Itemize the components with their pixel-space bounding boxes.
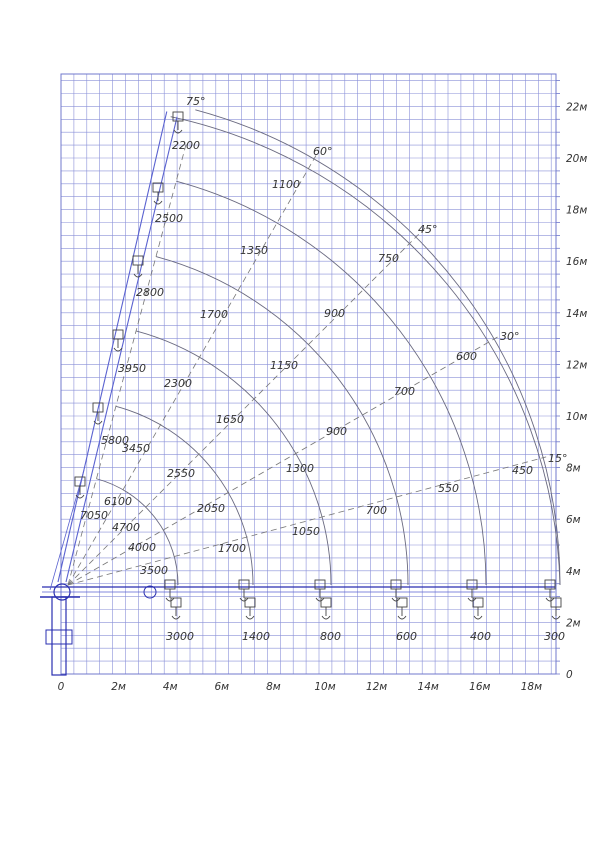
load-label: 900 xyxy=(326,425,347,438)
load-label: 3950 xyxy=(118,362,146,375)
hook xyxy=(172,616,180,619)
load-label: 1700 xyxy=(200,308,228,321)
angle-label: 60° xyxy=(313,145,333,158)
y-tick-label: 8м xyxy=(566,462,581,475)
y-tick-label: 20м xyxy=(566,153,588,165)
hook xyxy=(174,130,182,133)
hook-body xyxy=(391,580,401,589)
x-tick-label: 4м xyxy=(162,681,178,693)
load-label: 5800 xyxy=(101,434,129,447)
x-tick-label: 14м xyxy=(417,681,439,693)
hook-block xyxy=(245,598,255,619)
load-label: 1300 xyxy=(286,462,314,475)
hook xyxy=(246,616,254,619)
hook-body xyxy=(315,580,325,589)
hook-block xyxy=(321,598,331,619)
load-label: 700 xyxy=(366,504,387,517)
load-label: 6100 xyxy=(104,495,132,508)
x-tick-label: 12м xyxy=(365,681,388,693)
load-label: 600 xyxy=(396,630,417,643)
hook xyxy=(134,274,142,277)
load-label: 1400 xyxy=(242,630,270,643)
y-tick-label: 10м xyxy=(566,411,588,423)
crane-drawing xyxy=(40,112,561,675)
load-label: 3000 xyxy=(166,630,194,643)
y-tick-label: 12м xyxy=(566,359,588,372)
load-label: 600 xyxy=(456,350,477,363)
hook xyxy=(468,598,476,601)
load-label: 550 xyxy=(438,482,459,495)
load-label: 1150 xyxy=(270,359,298,372)
hook xyxy=(322,616,330,619)
reach-arc xyxy=(176,181,486,585)
hook-body xyxy=(165,580,175,589)
labels xyxy=(58,95,588,693)
x-tick-label: 8м xyxy=(266,681,281,693)
load-label: 1100 xyxy=(272,178,300,191)
load-label: 1350 xyxy=(240,244,268,257)
hook-body xyxy=(545,580,555,589)
reach-arcs xyxy=(96,110,560,585)
y-tick-label: 6м xyxy=(566,514,581,527)
angle-label: 15° xyxy=(548,452,568,465)
hook-body xyxy=(467,580,477,589)
crane-base xyxy=(46,630,72,644)
crane-column xyxy=(52,597,66,675)
load-label: 1700 xyxy=(218,542,246,555)
y-tick-label: 16м xyxy=(566,256,588,269)
y-tick-label: 4м xyxy=(566,565,581,578)
angle-label: 75° xyxy=(186,95,206,108)
load-label: 4000 xyxy=(128,541,156,554)
x-tick-label: 0 xyxy=(57,681,65,693)
load-label: 300 xyxy=(544,630,565,643)
y-tick-label: 14м xyxy=(566,307,588,320)
load-label: 700 xyxy=(394,385,415,398)
x-tick-label: 2м xyxy=(111,681,126,693)
load-label: 750 xyxy=(378,252,399,265)
hook xyxy=(398,616,406,619)
hook xyxy=(392,598,400,601)
x-tick-label: 18м xyxy=(520,681,543,693)
hook xyxy=(154,201,162,204)
load-label: 7050 xyxy=(80,509,108,522)
load-label: 2550 xyxy=(167,467,195,480)
hook-body xyxy=(239,580,249,589)
hook-block xyxy=(397,598,407,619)
load-label: 3500 xyxy=(140,564,168,577)
x-tick-label: 10м xyxy=(314,681,336,693)
hook-block xyxy=(473,598,483,619)
load-label: 400 xyxy=(470,630,491,643)
x-tick-label: 6м xyxy=(214,681,230,693)
hook xyxy=(546,598,554,601)
load-label: 2500 xyxy=(155,212,183,225)
load-label: 4700 xyxy=(112,521,140,534)
load-label: 2800 xyxy=(136,286,164,299)
angle-label: 45° xyxy=(418,223,438,236)
load-label: 450 xyxy=(512,464,533,477)
load-label: 2300 xyxy=(164,377,192,390)
y-tick-label: 0 xyxy=(566,669,573,681)
y-tick-label: 18м xyxy=(566,204,588,217)
load-label: 900 xyxy=(324,307,345,320)
hook-block xyxy=(93,403,103,424)
hook xyxy=(166,598,174,601)
load-label: 1650 xyxy=(216,413,244,426)
hook xyxy=(240,598,248,601)
load-label: 2200 xyxy=(172,139,200,152)
angle-label: 30° xyxy=(500,330,520,343)
y-tick-label: 2м xyxy=(566,617,581,630)
y-tick-label: 22м xyxy=(566,101,588,114)
load-label: 3450 xyxy=(122,442,150,455)
hook-block xyxy=(75,477,85,498)
hook xyxy=(316,598,324,601)
hook-block xyxy=(171,598,181,619)
hook-body xyxy=(173,112,183,121)
hook-block xyxy=(153,183,163,204)
load-label: 2050 xyxy=(197,502,225,515)
hook xyxy=(474,616,482,619)
load-label: 800 xyxy=(320,630,341,643)
x-tick-label: 16м xyxy=(469,681,491,693)
load-label: 1050 xyxy=(292,525,320,538)
reach-arc xyxy=(156,257,408,585)
